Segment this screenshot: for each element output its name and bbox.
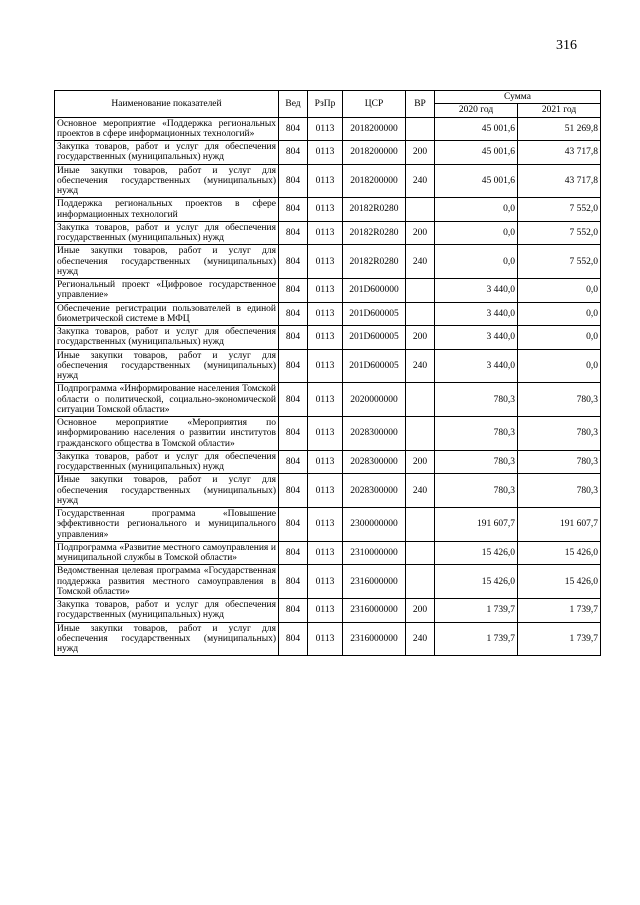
cell-name: Подпрограмма «Развитие местного самоуправления и муниципальной службы в Томской области» (55, 541, 279, 565)
table-row (55, 117, 601, 141)
cell-csr: 2028300000 (343, 450, 406, 474)
cell-2021: 15 426,0 (518, 565, 601, 599)
cell-ved: 804 (279, 117, 308, 141)
table-row (55, 326, 601, 350)
cell-2021: 0,0 (518, 302, 601, 326)
cell-rzpr: 0113 (308, 279, 343, 303)
cell-vr: 240 (406, 245, 435, 279)
cell-name: Основное мероприятие «Мероприятия по информированию населения о развитии институтов гражданского общества в Томской области» (55, 417, 279, 451)
table-row (55, 349, 601, 383)
table-row (55, 164, 601, 198)
cell-2020: 780,3 (435, 450, 518, 474)
cell-csr: 2018200000 (343, 164, 406, 198)
cell-2021: 780,3 (518, 474, 601, 508)
cell-2021: 780,3 (518, 383, 601, 417)
cell-2021: 43 717,8 (518, 141, 601, 165)
cell-ved: 804 (279, 450, 308, 474)
cell-ved: 804 (279, 565, 308, 599)
header-sum: Сумма (435, 91, 601, 104)
header-ved: Вед (279, 91, 308, 118)
cell-csr: 2020000000 (343, 383, 406, 417)
cell-2021: 1 739,7 (518, 599, 601, 623)
cell-ved: 804 (279, 245, 308, 279)
cell-2021: 780,3 (518, 417, 601, 451)
cell-2020: 45 001,6 (435, 164, 518, 198)
cell-name: Региональный проект «Цифровое государственное управление» (55, 279, 279, 303)
table-body (55, 117, 601, 656)
cell-ved: 804 (279, 302, 308, 326)
table-row (55, 474, 601, 508)
cell-csr: 20182R0280 (343, 198, 406, 222)
cell-vr: 200 (406, 599, 435, 623)
cell-2021: 0,0 (518, 279, 601, 303)
cell-vr (406, 198, 435, 222)
cell-2021: 51 269,8 (518, 117, 601, 141)
cell-rzpr: 0113 (308, 565, 343, 599)
cell-2020: 0,0 (435, 221, 518, 245)
cell-rzpr: 0113 (308, 599, 343, 623)
cell-rzpr: 0113 (308, 349, 343, 383)
cell-vr (406, 508, 435, 542)
cell-name: Обеспечение регистрации пользователей в единой биометрической системе в МФЦ (55, 302, 279, 326)
cell-rzpr: 0113 (308, 141, 343, 165)
cell-name: Иные закупки товаров, работ и услуг для обеспечения государственных (муниципальных) нужд (55, 474, 279, 508)
cell-2020: 3 440,0 (435, 279, 518, 303)
table-row (55, 417, 601, 451)
cell-rzpr: 0113 (308, 302, 343, 326)
cell-2021: 0,0 (518, 349, 601, 383)
cell-2021: 7 552,0 (518, 198, 601, 222)
cell-ved: 804 (279, 198, 308, 222)
header-2020: 2020 год (435, 104, 518, 117)
cell-2021: 0,0 (518, 326, 601, 350)
cell-2020: 191 607,7 (435, 508, 518, 542)
cell-2021: 780,3 (518, 450, 601, 474)
cell-rzpr: 0113 (308, 622, 343, 656)
cell-ved: 804 (279, 141, 308, 165)
cell-name: Закупка товаров, работ и услуг для обеспечения государственных (муниципальных) нужд (55, 326, 279, 350)
cell-ved: 804 (279, 541, 308, 565)
cell-name: Закупка товаров, работ и услуг для обеспечения государственных (муниципальных) нужд (55, 599, 279, 623)
cell-csr: 201D600005 (343, 302, 406, 326)
cell-ved: 804 (279, 599, 308, 623)
cell-vr (406, 302, 435, 326)
header-csr: ЦСР (343, 91, 406, 118)
cell-ved: 804 (279, 164, 308, 198)
cell-2020: 45 001,6 (435, 141, 518, 165)
table-row (55, 221, 601, 245)
table-row (55, 450, 601, 474)
cell-ved: 804 (279, 417, 308, 451)
cell-vr (406, 417, 435, 451)
cell-2020: 780,3 (435, 383, 518, 417)
cell-csr: 2316000000 (343, 622, 406, 656)
cell-rzpr: 0113 (308, 508, 343, 542)
cell-2021: 191 607,7 (518, 508, 601, 542)
cell-name: Иные закупки товаров, работ и услуг для обеспечения государственных (муниципальных) нужд (55, 622, 279, 656)
cell-2020: 0,0 (435, 198, 518, 222)
cell-csr: 2316000000 (343, 565, 406, 599)
cell-vr: 200 (406, 450, 435, 474)
table-row (55, 565, 601, 599)
cell-2021: 1 739,7 (518, 622, 601, 656)
cell-csr: 20182R0280 (343, 221, 406, 245)
cell-name: Поддержка региональных проектов в сфере информационных технологий (55, 198, 279, 222)
cell-vr (406, 541, 435, 565)
table-row (55, 279, 601, 303)
cell-rzpr: 0113 (308, 474, 343, 508)
cell-name: Иные закупки товаров, работ и услуг для обеспечения государственных (муниципальных) нужд (55, 164, 279, 198)
cell-csr: 2300000000 (343, 508, 406, 542)
cell-rzpr: 0113 (308, 164, 343, 198)
table-row (55, 198, 601, 222)
cell-name: Ведомственная целевая программа «Государственная поддержка развития местного самоуправления в Томской области» (55, 565, 279, 599)
cell-csr: 2028300000 (343, 474, 406, 508)
cell-csr: 2310000000 (343, 541, 406, 565)
cell-name: Закупка товаров, работ и услуг для обеспечения государственных (муниципальных) нужд (55, 450, 279, 474)
cell-2021: 7 552,0 (518, 245, 601, 279)
cell-ved: 804 (279, 349, 308, 383)
table-header (55, 91, 601, 118)
cell-2020: 780,3 (435, 474, 518, 508)
cell-csr: 2028300000 (343, 417, 406, 451)
cell-name: Закупка товаров, работ и услуг для обеспечения государственных (муниципальных) нужд (55, 221, 279, 245)
cell-csr: 2018200000 (343, 117, 406, 141)
table-row (55, 541, 601, 565)
cell-rzpr: 0113 (308, 383, 343, 417)
cell-name: Государственная программа «Повышение эффективности регионального и муниципального управления» (55, 508, 279, 542)
budget-table (54, 90, 601, 656)
cell-2020: 1 739,7 (435, 622, 518, 656)
table-row (55, 508, 601, 542)
header-row (55, 91, 601, 104)
cell-2020: 3 440,0 (435, 326, 518, 350)
cell-rzpr: 0113 (308, 541, 343, 565)
cell-name: Основное мероприятие «Поддержка региональных проектов в сфере информационных технологий» (55, 117, 279, 141)
cell-csr: 201D600005 (343, 326, 406, 350)
cell-vr (406, 279, 435, 303)
cell-2020: 45 001,6 (435, 117, 518, 141)
header-rzpr: РзПр (308, 91, 343, 118)
cell-ved: 804 (279, 622, 308, 656)
cell-2021: 7 552,0 (518, 221, 601, 245)
cell-rzpr: 0113 (308, 417, 343, 451)
table-row (55, 302, 601, 326)
header-vr: ВР (406, 91, 435, 118)
table-row (55, 599, 601, 623)
cell-csr: 201D600005 (343, 349, 406, 383)
cell-csr: 201D600000 (343, 279, 406, 303)
cell-2020: 1 739,7 (435, 599, 518, 623)
table-row (55, 383, 601, 417)
cell-name: Подпрограмма «Информирование населения Томской области о политической, социально-экономической ситуации Томской области» (55, 383, 279, 417)
cell-csr: 2018200000 (343, 141, 406, 165)
cell-2020: 780,3 (435, 417, 518, 451)
cell-name: Иные закупки товаров, работ и услуг для обеспечения государственных (муниципальных) нужд (55, 245, 279, 279)
cell-vr: 200 (406, 141, 435, 165)
cell-vr (406, 383, 435, 417)
cell-ved: 804 (279, 383, 308, 417)
cell-rzpr: 0113 (308, 117, 343, 141)
cell-2020: 3 440,0 (435, 349, 518, 383)
cell-rzpr: 0113 (308, 245, 343, 279)
cell-2020: 0,0 (435, 245, 518, 279)
cell-rzpr: 0113 (308, 198, 343, 222)
cell-csr: 2316000000 (343, 599, 406, 623)
cell-name: Закупка товаров, работ и услуг для обеспечения государственных (муниципальных) нужд (55, 141, 279, 165)
cell-vr: 240 (406, 622, 435, 656)
cell-2020: 3 440,0 (435, 302, 518, 326)
cell-ved: 804 (279, 326, 308, 350)
cell-vr: 240 (406, 474, 435, 508)
cell-2021: 15 426,0 (518, 541, 601, 565)
page-number: 316 (556, 38, 577, 53)
table-row (55, 141, 601, 165)
cell-2020: 15 426,0 (435, 541, 518, 565)
cell-vr (406, 117, 435, 141)
cell-vr (406, 565, 435, 599)
table-row (55, 622, 601, 656)
cell-rzpr: 0113 (308, 450, 343, 474)
cell-vr: 240 (406, 349, 435, 383)
cell-rzpr: 0113 (308, 221, 343, 245)
cell-vr: 200 (406, 326, 435, 350)
cell-vr: 200 (406, 221, 435, 245)
header-2021: 2021 год (518, 104, 601, 117)
cell-ved: 804 (279, 279, 308, 303)
cell-name: Иные закупки товаров, работ и услуг для обеспечения государственных (муниципальных) нужд (55, 349, 279, 383)
cell-csr: 20182R0280 (343, 245, 406, 279)
cell-ved: 804 (279, 508, 308, 542)
table-row (55, 245, 601, 279)
cell-ved: 804 (279, 474, 308, 508)
header-name: Наименование показателей (55, 91, 279, 118)
cell-rzpr: 0113 (308, 326, 343, 350)
cell-2021: 43 717,8 (518, 164, 601, 198)
cell-2020: 15 426,0 (435, 565, 518, 599)
cell-vr: 240 (406, 164, 435, 198)
cell-ved: 804 (279, 221, 308, 245)
